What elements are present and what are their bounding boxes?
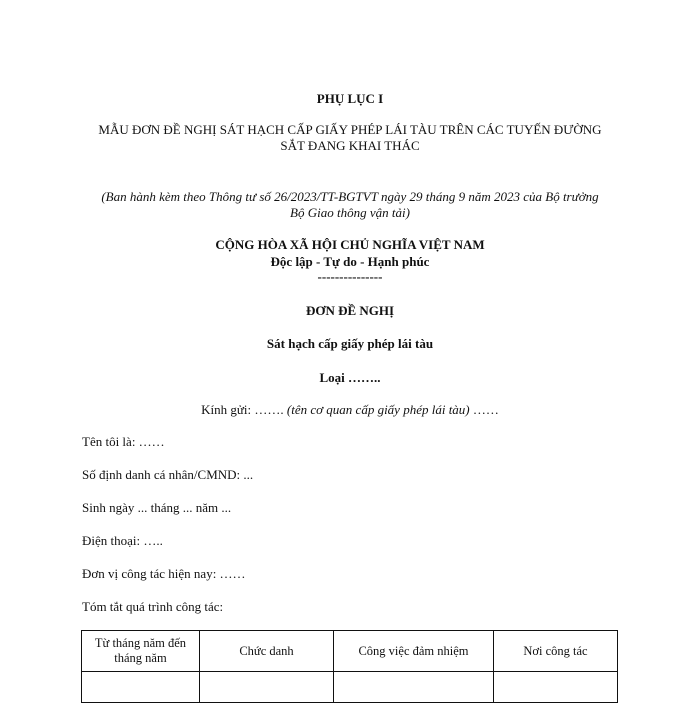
table-cell bbox=[494, 672, 618, 703]
national-title: CỘNG HÒA XÃ HỘI CHỦ NGHĨA VIỆT NAM bbox=[215, 237, 485, 252]
issued-note-line1: (Ban hành kèm theo Thông tư số 26/2023/TT-BGTVT ngày 29 tháng 9 năm 2023 của Bộ trưởng bbox=[101, 189, 599, 204]
license-class: Loại …….. bbox=[319, 370, 381, 385]
recipient-suffix: …… bbox=[472, 402, 499, 417]
field-phone: Điện thoại: ….. bbox=[82, 533, 163, 548]
recipient-line bbox=[0, 402, 700, 418]
motto: Độc lập - Tự do - Hạnh phúc bbox=[270, 254, 430, 269]
issued-note-line2: Bộ Giao thông vận tải) bbox=[290, 205, 410, 220]
field-id-number: Số định danh cá nhân/CMND: ... bbox=[82, 467, 254, 482]
field-work-history-label: Tóm tắt quá trình công tác: bbox=[82, 599, 224, 614]
table-row bbox=[82, 672, 618, 703]
table-header-workplace: Nơi công tác bbox=[494, 631, 618, 672]
recipient-prefix: Kính gửi: ……. bbox=[201, 402, 284, 417]
recipient-placeholder: (tên cơ quan cấp giấy phép lái tàu) bbox=[286, 402, 470, 417]
table-cell bbox=[334, 672, 494, 703]
form-title-line1: MẪU ĐƠN ĐỀ NGHỊ SÁT HẠCH CẤP GIẤY PHÉP LÁI TÀU TRÊN CÁC TUYẾN ĐƯỜNG bbox=[98, 122, 602, 137]
work-history-table bbox=[81, 630, 618, 703]
appendix-title: PHỤ LỤC I bbox=[316, 91, 384, 106]
table-cell bbox=[200, 672, 334, 703]
divider: --------------- bbox=[317, 269, 383, 284]
form-title-line2: SẮT ĐANG KHAI THÁC bbox=[280, 138, 420, 153]
table-header-position: Chức danh bbox=[200, 631, 334, 672]
field-work-unit: Đơn vị công tác hiện nay: …… bbox=[82, 566, 246, 581]
table-header-row bbox=[82, 631, 618, 672]
field-birth-date: Sinh ngày ... tháng ... năm ... bbox=[82, 500, 232, 515]
table-header-period: Từ tháng năm đến tháng năm bbox=[82, 631, 200, 672]
table-cell bbox=[82, 672, 200, 703]
application-title: ĐƠN ĐỀ NGHỊ bbox=[305, 303, 395, 318]
table-header-duties: Công việc đảm nhiệm bbox=[334, 631, 494, 672]
application-subtitle: Sát hạch cấp giấy phép lái tàu bbox=[266, 336, 434, 351]
field-name: Tên tôi là: …… bbox=[82, 434, 165, 449]
